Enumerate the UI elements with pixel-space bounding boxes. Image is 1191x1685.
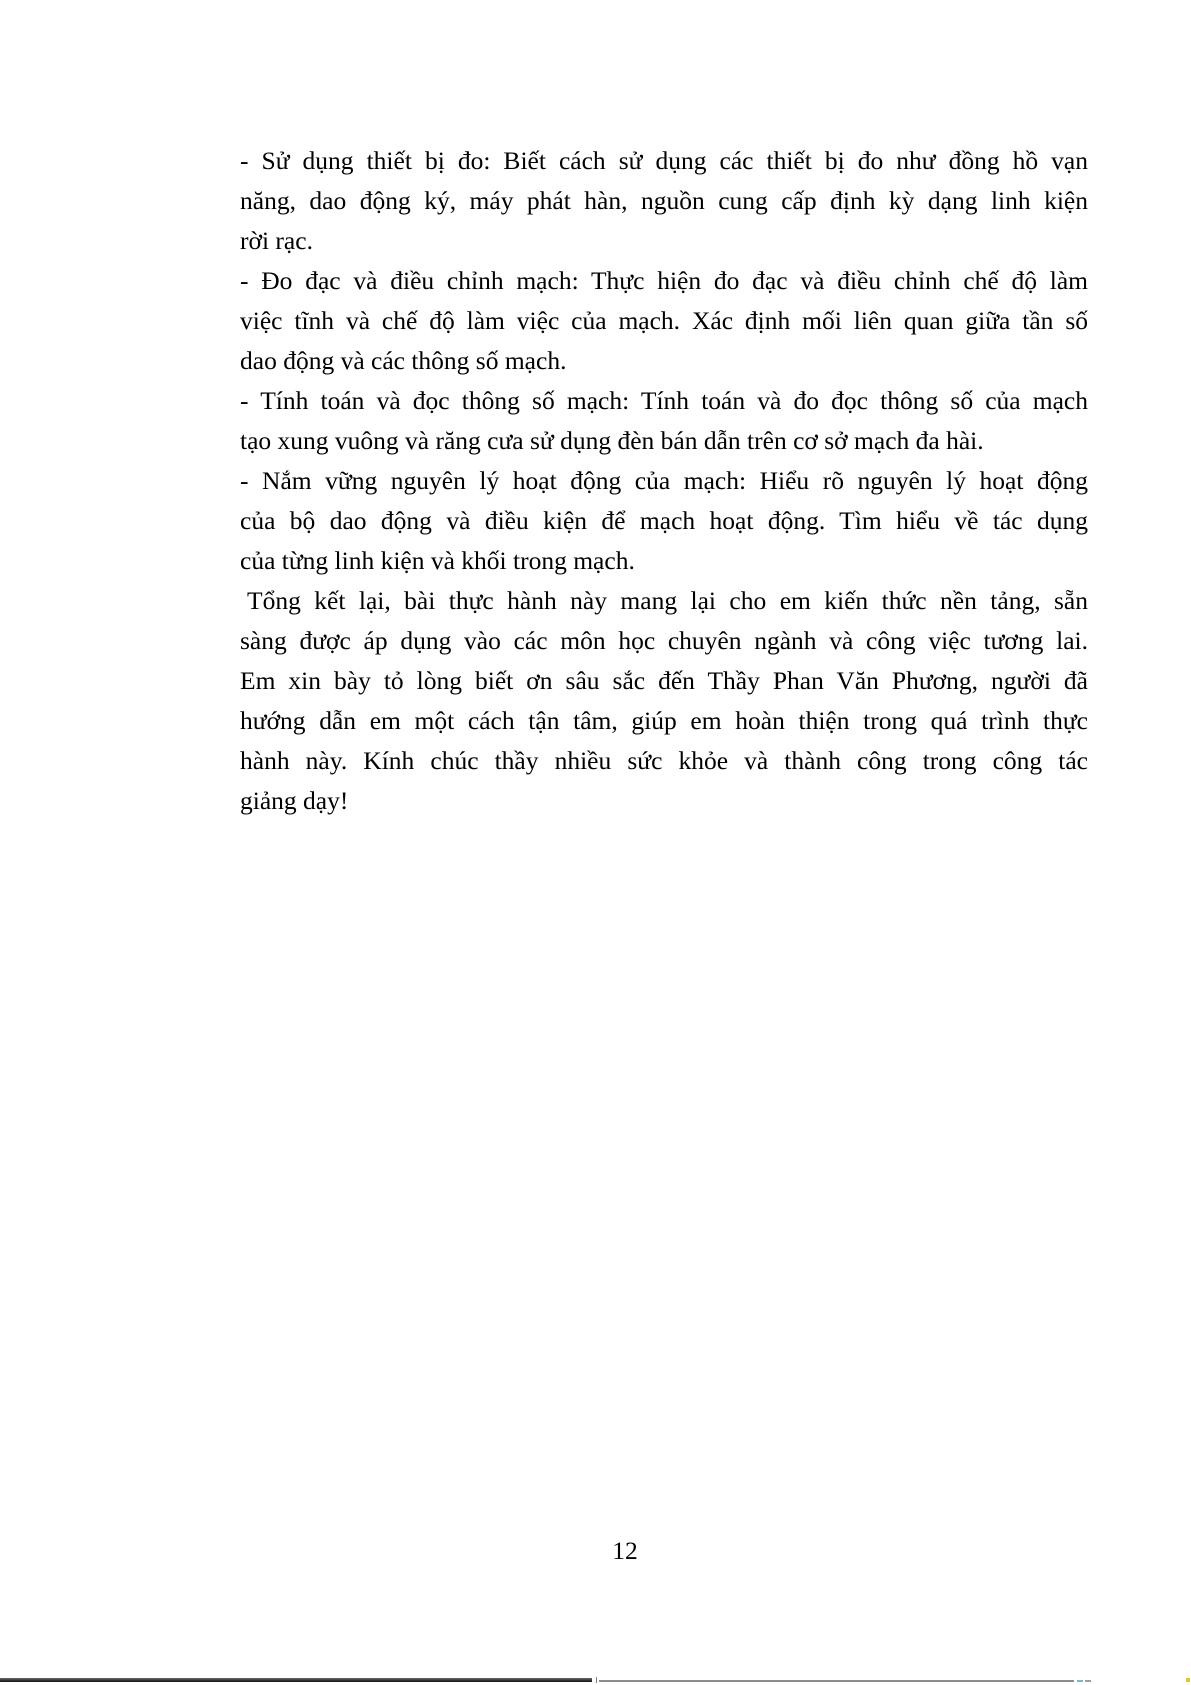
text-line: của từng linh kiện và khối trong mạch. xyxy=(240,546,635,575)
scrollbar-mark-gray xyxy=(1085,1680,1091,1682)
text-line: tạo xung vuông và răng cưa sử dụng đèn bán dẫn trên cơ sở mạch đa hài. xyxy=(240,426,984,455)
scrollbar-mark-teal xyxy=(1077,1680,1083,1682)
horizontal-scrollbar-track[interactable] xyxy=(599,1680,1074,1682)
page-number: 12 xyxy=(612,1536,638,1565)
horizontal-scrollbar-thumb[interactable] xyxy=(0,1678,592,1682)
scrollbar-divider xyxy=(596,1677,597,1683)
text-line: dao động và các thông số mạch. xyxy=(240,346,567,375)
text-line: của bộ dao động và điều kiện để mạch hoạt động. Tìm hiểu về tác dụng xyxy=(240,506,1088,535)
text-line: Tổng kết lại, bài thực hành này mang lại cho em kiến thức nền tảng, sẵn xyxy=(247,586,1088,615)
text-line: - Sử dụng thiết bị đo: Biết cách sử dụng các thiết bị đo như đồng hồ vạn xyxy=(240,146,1088,175)
text-line: - Đo đạc và điều chỉnh mạch: Thực hiện đo đạc và điều chỉnh chế độ làm xyxy=(240,266,1088,295)
text-line: - Tính toán và đọc thông số mạch: Tính toán và đo đọc thông số của mạch xyxy=(240,386,1088,415)
text-line: việc tĩnh và chế độ làm việc của mạch. Xác định mối liên quan giữa tần số xyxy=(240,306,1088,335)
text-line: rời rạc. xyxy=(240,226,313,255)
document-text-block xyxy=(240,141,1088,821)
text-line: hành này. Kính chúc thầy nhiều sức khỏe và thành công trong công tác xyxy=(240,746,1088,775)
text-line: năng, dao động ký, máy phát hàn, nguồn cung cấp định kỳ dạng linh kiện xyxy=(240,186,1088,215)
text-line: - Nắm vững nguyên lý hoạt động của mạch: Hiểu rõ nguyên lý hoạt động xyxy=(240,466,1088,495)
text-line: sàng được áp dụng vào các môn học chuyên ngành và công việc tương lai. xyxy=(240,626,1088,655)
yellow-dot xyxy=(1186,1678,1190,1682)
text-line: Em xin bày tỏ lòng biết ơn sâu sắc đến Thầy Phan Văn Phương, người đã xyxy=(240,666,1088,695)
text-line: hướng dẫn em một cách tận tâm, giúp em hoàn thiện trong quá trình thực xyxy=(240,706,1088,735)
text-line: giảng dạy! xyxy=(240,786,349,815)
